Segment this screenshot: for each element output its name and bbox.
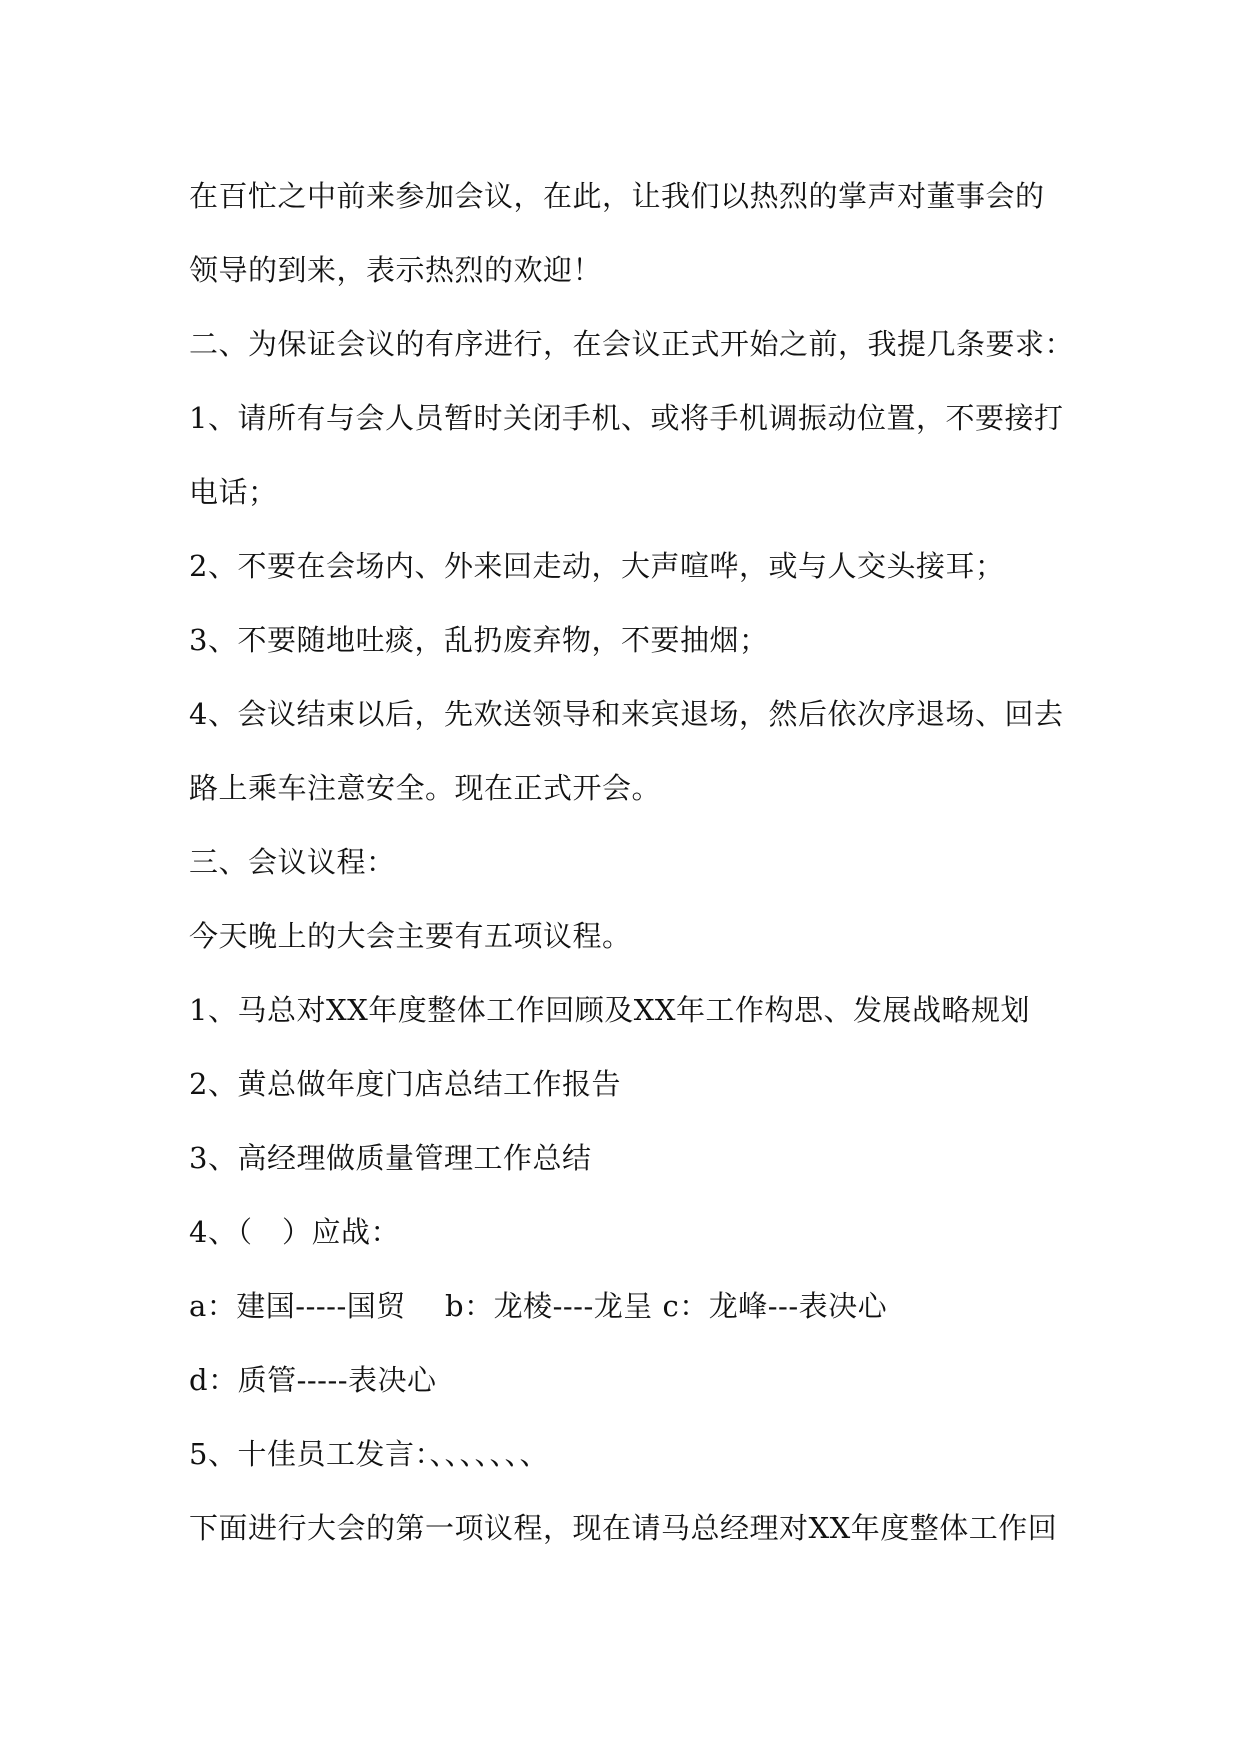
text-line: 在百忙之中前来参加会议，在此，让我们以热烈的掌声对董事会的 (189, 179, 1045, 213)
text-line: 下面进行大会的第一项议程，现在请马总经理对XX年度整体工作回 (189, 1511, 1058, 1545)
text-line: 1、请所有与会人员暂时关闭手机、或将手机调振动位置，不要接打 (189, 401, 1064, 435)
text-line: 电话； (189, 475, 278, 509)
text-line: 今天晚上的大会主要有五项议程。 (189, 919, 632, 953)
text-line: a：建国-----国贸 b：龙棱----龙呈 c：龙峰---表决心 (189, 1289, 888, 1323)
text-line: 4、（ ）应战： (189, 1215, 400, 1249)
text-line: 领导的到来，表示热烈的欢迎！ (189, 253, 603, 287)
text-line: d：质管-----表决心 (189, 1363, 437, 1397)
text-line: 三、会议议程： (189, 845, 396, 879)
text-line: 二、为保证会议的有序进行，在会议正式开始之前，我提几条要求： (189, 327, 1075, 361)
text-line: 2、不要在会场内、外来回走动，大声喧哗，或与人交头接耳； (189, 549, 1005, 583)
text-line: 3、高经理做质量管理工作总结 (189, 1141, 592, 1175)
text-line: 路上乘车注意安全。现在正式开会。 (189, 771, 662, 805)
text-line: 5、十佳员工发言：、、、、、、、 (189, 1437, 549, 1471)
text-line: 2、黄总做年度门店总结工作报告 (189, 1067, 621, 1101)
text-line: 3、不要随地吐痰，乱扔废弃物，不要抽烟； (189, 623, 769, 657)
text-line: 4、会议结束以后，先欢送领导和来宾退场，然后依次序退场、回去 (189, 697, 1064, 731)
text-line: 1、马总对XX年度整体工作回顾及XX年工作构思、发展战略规划 (189, 993, 1031, 1027)
